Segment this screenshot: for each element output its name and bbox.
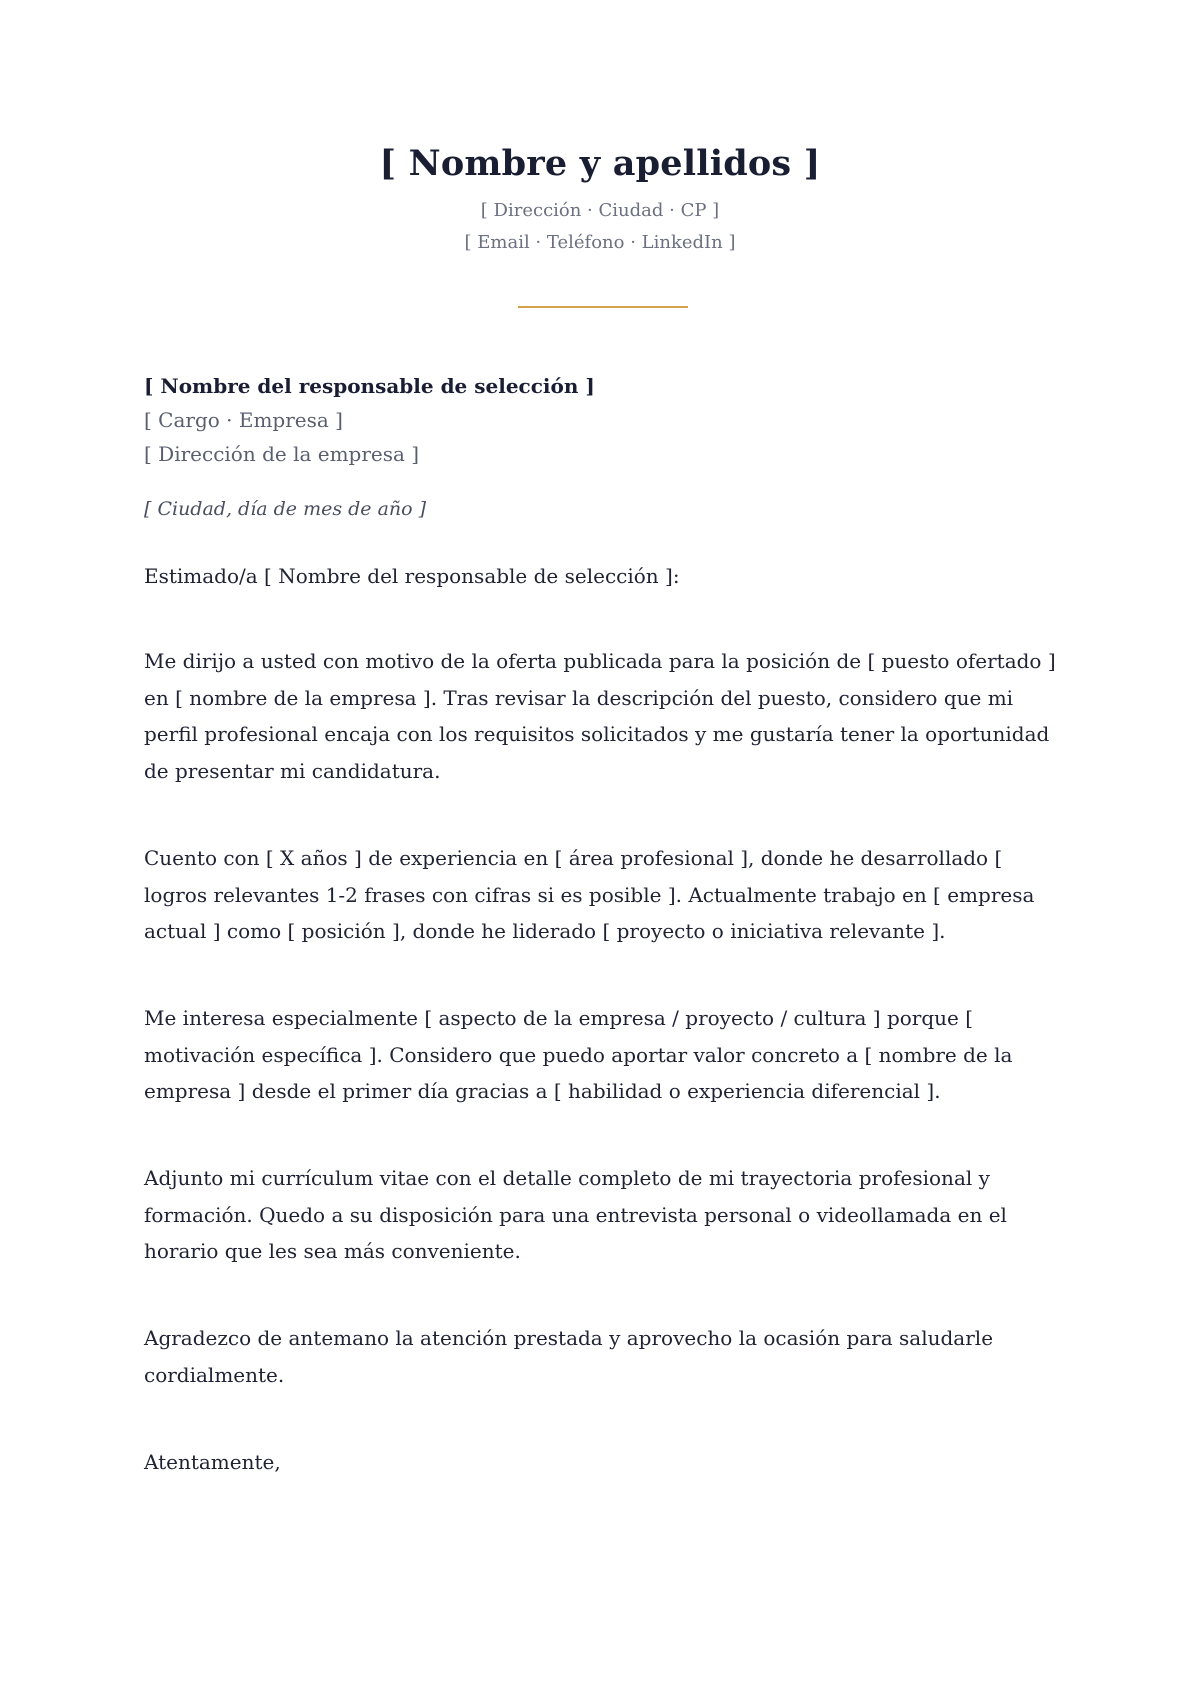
sender-contact: [ Email · Teléfono · LinkedIn ]: [464, 232, 736, 253]
letter-header: [0, 142, 1200, 259]
paragraph-intro: Me dirijo a usted con motivo de la oferta publicada para la posición de [ puesto ofertado ] en [ nombre de la empresa ]. Tras revisar la descripción del puesto, considero que mi perfil profesional encaja con los requisitos solicitados y me gustaría tener la oportunidad de presentar mi candidatura.: [144, 649, 1056, 783]
recipient-name: [ Nombre del responsable de selección ]: [144, 374, 595, 398]
recipient-address: [ Dirección de la empresa ]: [144, 442, 420, 466]
recipient-block: [144, 369, 1064, 471]
paragraph-thanks: Agradezco de antemano la atención prestada y aprovecho la ocasión para saludarle cordialmente.: [144, 1326, 994, 1387]
header-divider: [518, 306, 688, 308]
sender-name: [ Nombre y apellidos ]: [379, 143, 821, 184]
paragraph-motivation: Me interesa especialmente [ aspecto de la empresa / proyecto / cultura ] porque [ motivación específica ]. Considero que puedo aportar valor concreto a [ nombre de la empresa ] desde el primer día gracias a [ habilidad o experiencia diferencial ].: [144, 1006, 1013, 1103]
recipient-position: [ Cargo · Empresa ]: [144, 408, 343, 432]
sender-address: [ Dirección · Ciudad · CP ]: [480, 200, 720, 221]
closing: Atentamente,: [144, 1450, 281, 1474]
letter-date: [ Ciudad, día de mes de año ]: [144, 498, 427, 520]
salutation: Estimado/a [ Nombre del responsable de selección ]:: [144, 564, 680, 588]
paragraph-attachment: Adjunto mi currículum vitae con el detalle completo de mi trayectoria profesional y formación. Quedo a su disposición para una entrevista personal o videollamada en el horario que les sea más conveniente.: [144, 1166, 1007, 1263]
paragraph-experience: Cuento con [ X años ] de experiencia en [ área profesional ], donde he desarrollado [ logros relevantes 1-2 frases con cifras si es posible ]. Actualmente trabajo en [ empresa actual ] como [ posición ], donde he liderado [ proyecto o iniciativa relevante ].: [144, 846, 1035, 943]
